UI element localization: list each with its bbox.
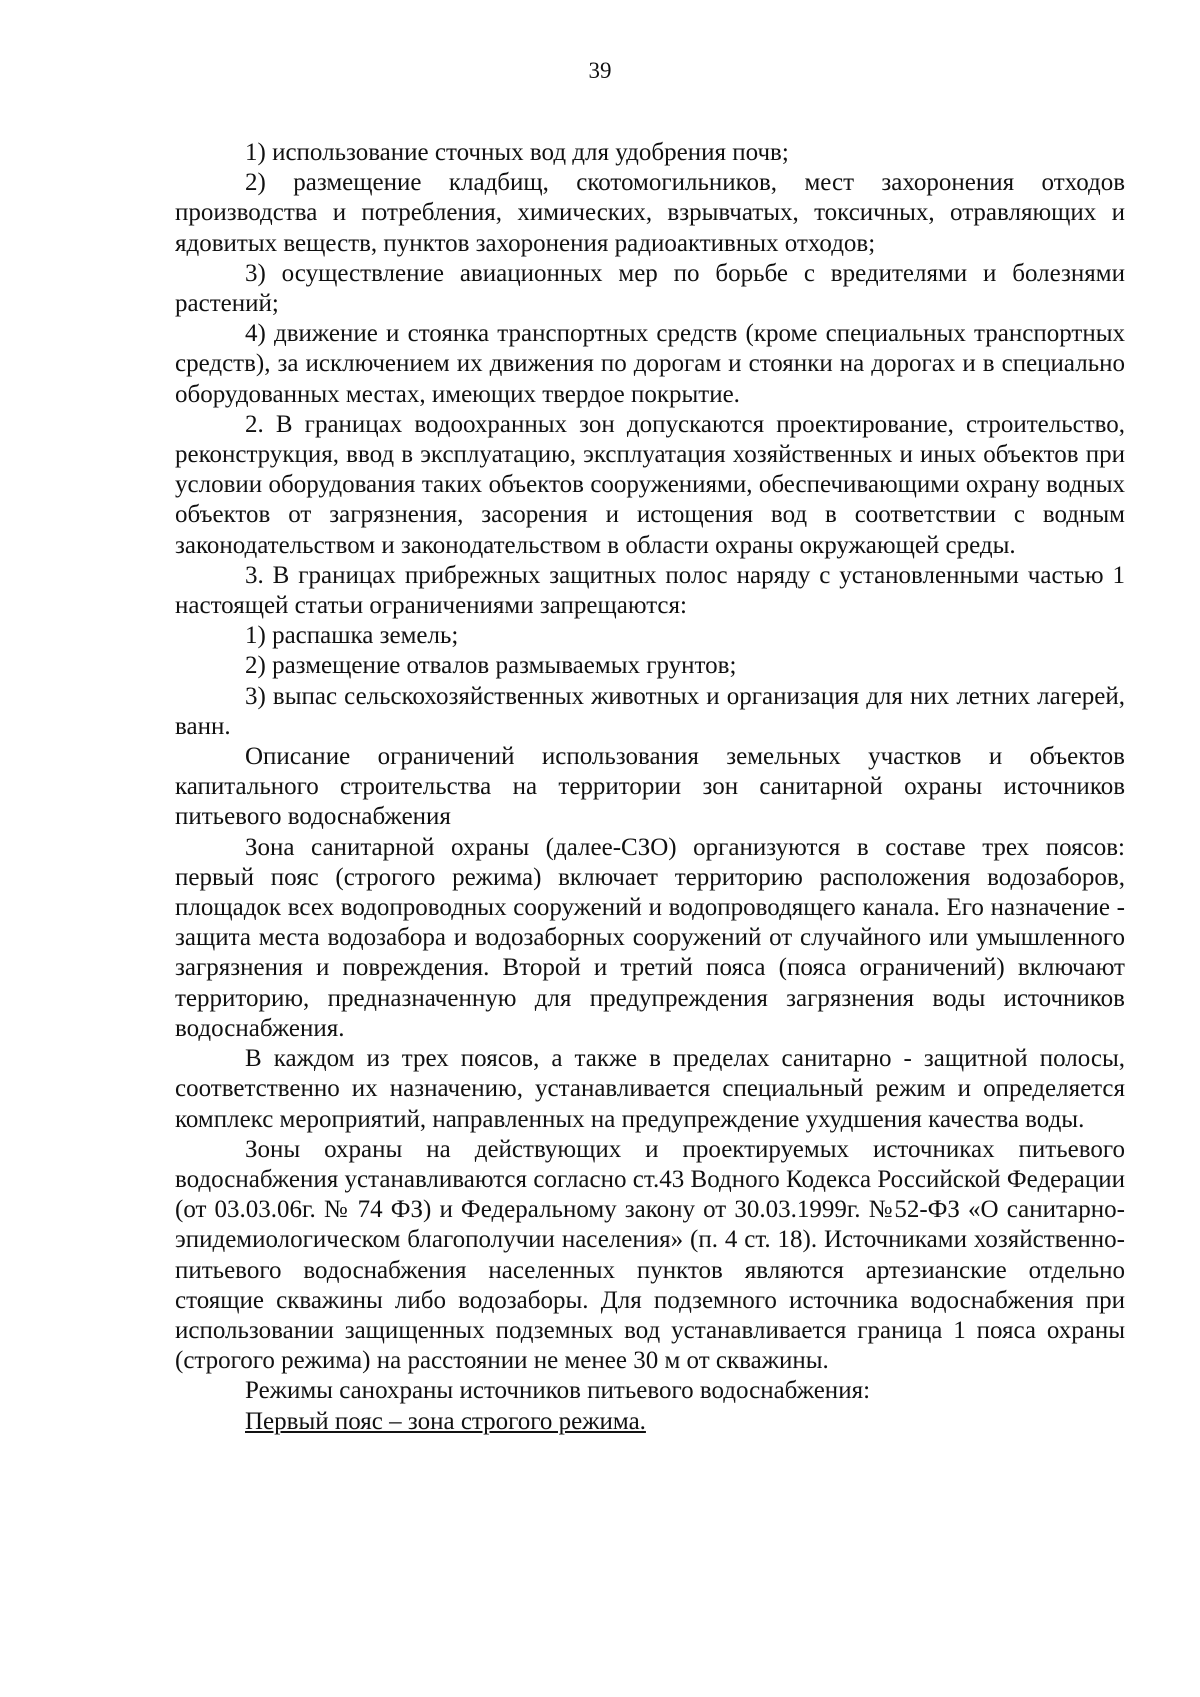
paragraph-ban-cemeteries-waste: 2) размещение кладбищ, скотомогильников, мест захоронения отходов производства и потребления, химических, взрывчатых, токсичных, отравляющих и ядовитых веществ, пунктов захоронения радиоактивных отходов;	[175, 169, 1125, 257]
paragraph-belt-regimes: В каждом из трех поясов, а также в пределах санитарно - защитной полосы, соответственно их назначению, устанавливается специальный режим и определяется комплекс мероприятий, направленных на предупреждение ухудшения качества воды.	[175, 1045, 1125, 1133]
page-number: 39	[588, 58, 612, 83]
paragraph-sanitary-zone-belts: Зона санитарной охраны (далее-СЗО) организуются в составе трех поясов: первый пояс (строгого режима) включает территорию расположения водозаборов, площадок всех водопроводных сооружений и водопроводящего канала. Его назначение - защита места водозабора и водозаборных сооружений от случайного или умышленного загрязнения и повреждения. Второй и третий пояса (пояса ограничений) включают территорию, предназначенную для предупреждения загрязнения воды источников водоснабжения.	[175, 833, 1125, 1042]
paragraph-ban-vehicle-traffic: 4) движение и стоянка транспортных средств (кроме специальных транспортных средств), за исключением их движения по дорогам и стоянки на дорогах и в специально оборудованных местах, имеющих твердое покрытие.	[175, 320, 1125, 408]
subheading-first-belt-text: Первый пояс – зона строгого режима.	[245, 1407, 646, 1435]
document-body	[175, 138, 1125, 1437]
paragraph-ban-soil-dumps: 2) размещение отвалов размываемых грунтов;	[245, 652, 737, 680]
paragraph-legal-basis: Зоны охраны на действующих и проектируемых источниках питьевого водоснабжения устанавливаются согласно ст.43 Водного Кодекса Российской Федерации (от 03.03.06г. № 74 ФЗ) и Федеральному закону от 30.03.1999г. №52-ФЗ «О санитарно-эпидемиологическом благополучии населения» (п. 4 ст. 18). Источниками хозяйственно-питьевого водоснабжения населенных пунктов являются артезианские отдельно стоящие скважины либо водозаборы. Для подземного источника водоснабжения при использовании защищенных подземных вод устанавливается граница 1 пояса охраны (строгого режима) на расстоянии не менее 30 м от скважины.	[175, 1135, 1125, 1375]
paragraph-ban-sewage-fertilization: 1) использование сточных вод для удобрения почв;	[245, 139, 789, 166]
paragraph-water-protection-zone-permits: 2. В границах водоохранных зон допускаются проектирование, строительство, реконструкция, ввод в эксплуатацию, эксплуатация хозяйственных и иных объектов при условии оборудования таких объектов сооружениями, обеспечивающими охрану водных объектов от загрязнения, засорения и истощения вод в соответствии с водным законодательством и законодательством в области охраны окружающей среды.	[175, 410, 1125, 559]
paragraph-coastal-strip-restrictions: 3. В границах прибрежных защитных полос наряду с установленными частью 1 настоящей статьи ограничениями запрещаются:	[175, 561, 1125, 620]
paragraph-ban-plowing: 1) распашка земель;	[245, 622, 459, 650]
paragraph-regimes-intro: Режимы санохраны источников питьевого водоснабжения:	[245, 1377, 871, 1405]
paragraph-ban-aviation-pest-control: 3) осуществление авиационных мер по борьбе с вредителями и болезнями растений;	[175, 259, 1125, 318]
section-heading-sanitary-zones: Описание ограничений использования земельных участков и объектов капитального строительства на территории зон санитарной охраны источников питьевого водоснабжения	[175, 743, 1125, 831]
subheading-first-belt	[175, 1407, 1125, 1437]
paragraph-ban-livestock-grazing: 3) выпас сельскохозяйственных животных и организация для них летних лагерей, ванн.	[175, 682, 1125, 740]
